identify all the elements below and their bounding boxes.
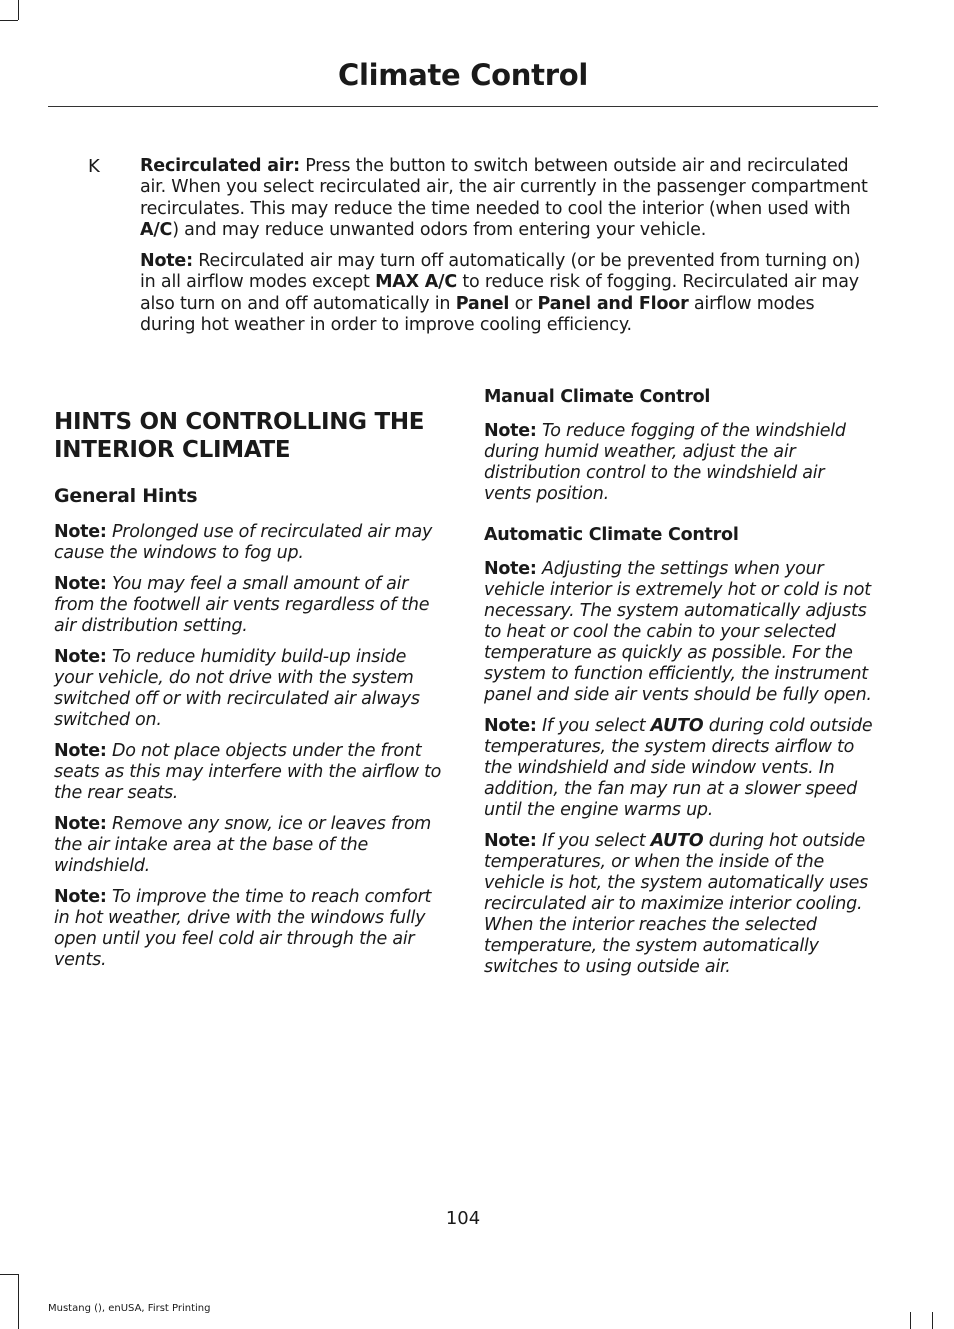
note: Note: You may feel a small amount of air from the footwell air vents regardless of the air distribution setting. xyxy=(54,574,430,636)
note: Note: To improve the time to reach comfort in hot weather, drive with the windows fully open until you feel cold air through the air vents. xyxy=(54,887,432,970)
note: Note: Adjusting the settings when your vehicle interior is extremely hot or cold is not necessary. The system automatically adjusts to heat or cool the cabin to your selected temperature as quickly as possible. For the system to function efficiently, the instrument panel and side air vents should be fully open. xyxy=(484,559,872,705)
note: Note: If you select AUTO during hot outside temperatures, or when the inside of the vehicle is hot, the system automatically uses recirculated air to maximize interior cooling. When the interior reaches the selected temperature, the system automatically switches to using outside air. xyxy=(484,831,869,977)
automatic-climate-heading: Automatic Climate Control xyxy=(484,525,739,545)
note: Note: Do not place objects under the front seats as this may interfere with the airflow to the rear seats. xyxy=(54,741,442,803)
crop-mark-top-left-h xyxy=(0,20,18,21)
subsection-heading: General Hints xyxy=(54,485,198,507)
note: Note: To reduce fogging of the windshield during humid weather, adjust the air distribution control to the windshield air vents position. xyxy=(484,421,846,504)
manual-climate-heading: Manual Climate Control xyxy=(484,387,711,407)
crop-mark-bottom-left-v xyxy=(18,1274,19,1329)
keyword-panel: Panel xyxy=(455,293,510,314)
section-heading: HINTS ON CONTROLLING THE INTERIOR CLIMATE xyxy=(54,409,425,463)
keyword-auto: AUTO xyxy=(650,716,704,736)
left-column xyxy=(54,408,446,981)
item-label: Recirculated air: xyxy=(140,156,300,176)
item-note: Note: Recirculated air may turn off automatically (or be prevented from turning on) in all airflow modes except MAX A/C to reduce risk of fogging. Recirculated air may also turn on and off automatically in Panel or Panel and Floor airflow modes during hot weather in order to improve cooling efficiency. xyxy=(140,251,861,336)
note: Note: To reduce humidity build-up inside your vehicle, do not drive with the system switched off or with recirculated air always switched on. xyxy=(54,647,420,730)
crop-mark-bottom-right-v1 xyxy=(932,1312,933,1329)
page-title: Climate Control xyxy=(338,58,588,92)
note: Note: Prolonged use of recirculated air may cause the windows to fog up. xyxy=(54,522,433,563)
note: Note: If you select AUTO during cold outside temperatures, the system directs airflow to the windshield and side window vents. In addition, the fan may run at a slower speed until the engine warms up. xyxy=(484,716,873,820)
crop-mark-bottom-left-h xyxy=(0,1274,18,1275)
keyword-max-ac: MAX A/C xyxy=(375,272,457,293)
keyword-auto: AUTO xyxy=(650,831,704,851)
right-column xyxy=(484,385,876,988)
footer-text: Mustang (), enUSA, First Printing xyxy=(48,1303,211,1314)
page-number: 104 xyxy=(445,1208,481,1229)
title-divider xyxy=(48,106,878,107)
recirculated-air-item xyxy=(140,156,872,346)
keyword-ac: A/C xyxy=(140,219,173,240)
keyword-panel-floor: Panel and Floor xyxy=(537,293,689,314)
crop-mark-bottom-right-v2 xyxy=(910,1312,911,1329)
item-description: Recirculated air: Press the button to switch between outside air and recirculated air. When you select recirculated air, the air currently in the passenger compartment recirculates. This may reduce the time needed to cool the interior (when used with A/C) and may reduce unwanted odors from entering your vehicle. xyxy=(140,156,868,240)
crop-mark-top-left-v xyxy=(18,0,19,20)
item-letter: K xyxy=(88,156,100,177)
note: Note: Remove any snow, ice or leaves from the air intake area at the base of the windshield. xyxy=(54,814,432,876)
note-label: Note: xyxy=(140,251,193,272)
